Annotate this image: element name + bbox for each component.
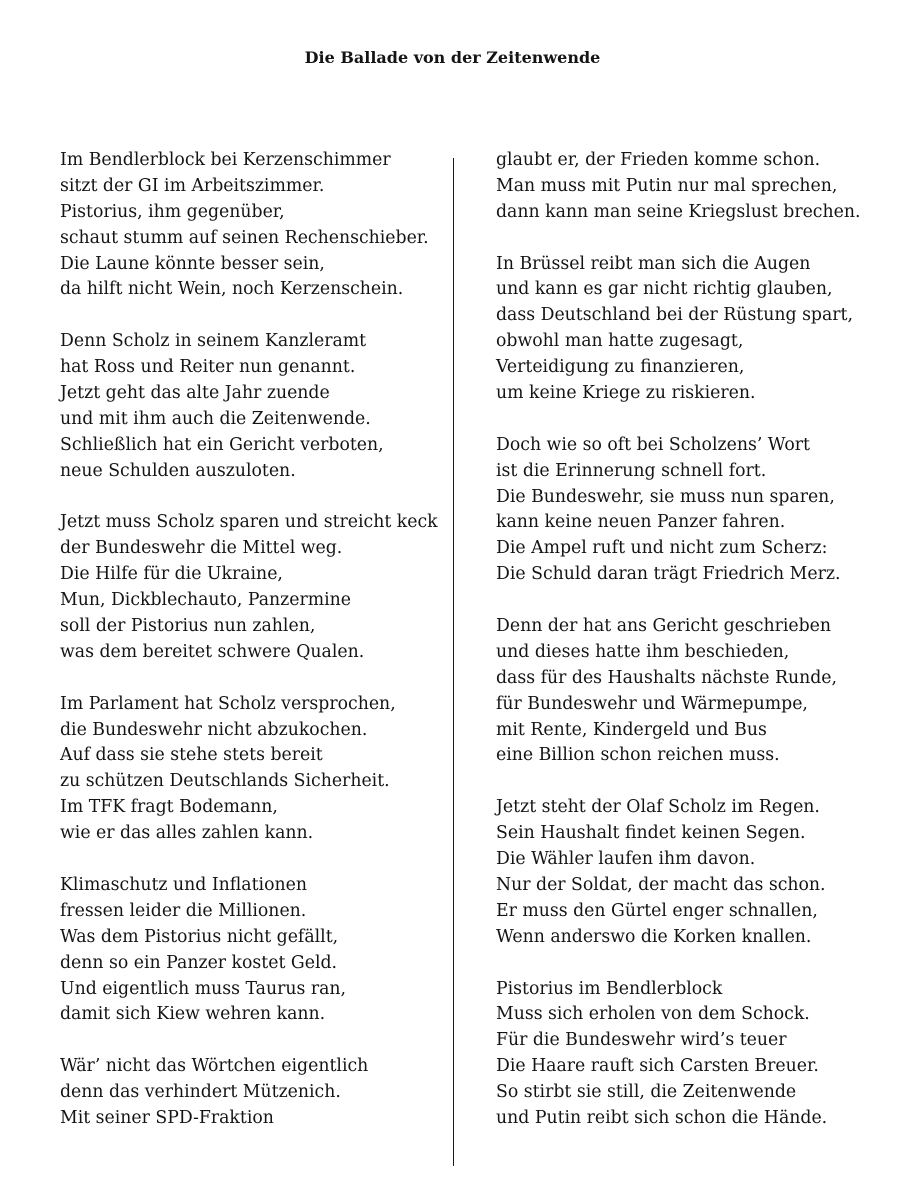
- verse-line: kann keine neuen Panzer fahren.: [496, 512, 786, 533]
- verse-line: Mun, Dickblechauto, Panzermine: [60, 590, 352, 611]
- verse-line: Im TFK fragt Bodemann,: [60, 797, 278, 818]
- verse-line: Die Wähler laufen ihm davon.: [496, 849, 756, 870]
- verse-line: Für die Bundeswehr wird’s teuer: [496, 1030, 787, 1051]
- stanza: [496, 795, 860, 950]
- verse-line: hat Ross und Reiter nun genannt.: [60, 357, 356, 378]
- verse-line: Jetzt muss Scholz sparen und streicht keck: [60, 512, 438, 533]
- stanza: [60, 510, 438, 665]
- verse-line: sitzt der GI im Arbeitszimmer.: [60, 175, 325, 196]
- verse-line: Die Schuld daran trägt Friedrich Merz.: [496, 564, 841, 585]
- stanza: [496, 252, 860, 407]
- verse-line: Wenn anderswo die Korken knallen.: [496, 926, 812, 947]
- verse-line: schaut stumm auf seinen Rechenschieber.: [60, 227, 429, 248]
- verse-line: da hilft nicht Wein, noch Kerzenschein.: [60, 279, 404, 300]
- verse-line: zu schützen Deutschlands Sicherheit.: [60, 771, 390, 792]
- stanza: [60, 873, 438, 1028]
- column-divider: [453, 158, 454, 1166]
- verse-line: Die Laune könnte besser sein,: [60, 253, 325, 274]
- verse-line: dass für des Haushalts nächste Runde,: [496, 667, 837, 688]
- poem-left-column: [60, 148, 438, 1158]
- verse-line: glaubt er, der Frieden komme schon.: [496, 150, 821, 170]
- verse-line: und Putin reibt sich schon die Hände.: [496, 1107, 828, 1128]
- poem-title: Die Ballade von der Zeitenwende: [304, 48, 601, 67]
- verse-line: Pistorius im Bendlerblock: [496, 978, 723, 999]
- verse-line: fressen leider die Millionen.: [60, 900, 307, 921]
- stanza: [60, 1054, 438, 1132]
- verse-line: Klimaschutz und Inflationen: [60, 874, 307, 895]
- verse-line: Mit seiner SPD-Fraktion: [60, 1107, 274, 1128]
- stanza: [496, 148, 860, 226]
- verse-line: denn das verhindert Mützenich.: [60, 1082, 341, 1103]
- verse-line: dann kann man seine Kriegslust brechen.: [496, 201, 861, 222]
- verse-line: Jetzt steht der Olaf Scholz im Regen.: [496, 797, 820, 818]
- verse-line: Pistorius, ihm gegenüber,: [60, 201, 285, 222]
- verse-line: Muss sich erholen von dem Schock.: [496, 1004, 810, 1025]
- verse-line: mit Rente, Kindergeld und Bus: [496, 719, 767, 740]
- verse-line: und kann es gar nicht richtig glauben,: [496, 279, 833, 300]
- verse-line: ist die Erinnerung schnell fort.: [496, 460, 767, 481]
- verse-line: Denn der hat ans Gericht geschrieben: [496, 616, 832, 637]
- verse-line: was dem bereitet schwere Qualen.: [60, 641, 365, 662]
- verse-line: soll der Pistorius nun zahlen,: [60, 616, 316, 637]
- verse-line: die Bundeswehr nicht abzukochen.: [60, 719, 368, 740]
- verse-line: und dieses hatte ihm beschieden,: [496, 641, 790, 662]
- stanza: [496, 433, 860, 588]
- verse-line: Nur der Soldat, der macht das schon.: [496, 874, 826, 895]
- verse-line: der Bundeswehr die Mittel weg.: [60, 538, 343, 559]
- verse-line: Jetzt geht das alte Jahr zuende: [60, 383, 330, 404]
- verse-line: für Bundeswehr und Wärmepumpe,: [496, 693, 808, 714]
- verse-line: denn so ein Panzer kostet Geld.: [60, 952, 338, 973]
- verse-line: Und eigentlich muss Taurus ran,: [60, 978, 347, 999]
- stanza: [60, 148, 438, 303]
- verse-line: In Brüssel reibt man sich die Augen: [496, 253, 811, 274]
- verse-line: neue Schulden auszuloten.: [60, 460, 296, 481]
- verse-line: um keine Kriege zu riskieren.: [496, 383, 756, 404]
- verse-line: obwohl man hatte zugesagt,: [496, 331, 744, 352]
- stanza: [496, 977, 860, 1132]
- verse-line: Die Ampel ruft und nicht zum Scherz:: [496, 538, 828, 559]
- verse-line: damit sich Kiew wehren kann.: [60, 1004, 326, 1025]
- verse-line: Die Bundeswehr, sie muss nun sparen,: [496, 486, 835, 507]
- verse-line: Schließlich hat ein Gericht verboten,: [60, 434, 384, 455]
- verse-line: dass Deutschland bei der Rüstung spart,: [496, 305, 853, 326]
- verse-line: Doch wie so oft bei Scholzens’ Wort: [496, 434, 811, 455]
- verse-line: Er muss den Gürtel enger schnallen,: [496, 900, 818, 921]
- stanza: [496, 614, 860, 769]
- verse-line: So stirbt sie still, die Zeitenwende: [496, 1082, 797, 1103]
- verse-line: Verteidigung zu finanzieren,: [496, 357, 745, 378]
- verse-line: Wär’ nicht das Wörtchen eigentlich: [60, 1056, 369, 1077]
- verse-line: Im Bendlerblock bei Kerzenschimmer: [60, 150, 391, 170]
- poem-right-column: [496, 148, 860, 1158]
- verse-line: Die Hilfe für die Ukraine,: [60, 564, 283, 585]
- stanza: [60, 692, 438, 847]
- stanza: [60, 329, 438, 484]
- verse-line: Sein Haushalt findet keinen Segen.: [496, 823, 806, 844]
- verse-line: wie er das alles zahlen kann.: [60, 823, 314, 844]
- verse-line: Auf dass sie stehe stets bereit: [60, 745, 323, 766]
- verse-line: Man muss mit Putin nur mal sprechen,: [496, 175, 838, 196]
- verse-line: Die Haare rauft sich Carsten Breuer.: [496, 1056, 819, 1077]
- verse-line: eine Billion schon reichen muss.: [496, 745, 780, 766]
- verse-line: und mit ihm auch die Zeitenwende.: [60, 408, 371, 429]
- verse-line: Denn Scholz in seinem Kanzleramt: [60, 331, 367, 352]
- verse-line: Im Parlament hat Scholz versprochen,: [60, 693, 396, 714]
- verse-line: Was dem Pistorius nicht gefällt,: [60, 926, 339, 947]
